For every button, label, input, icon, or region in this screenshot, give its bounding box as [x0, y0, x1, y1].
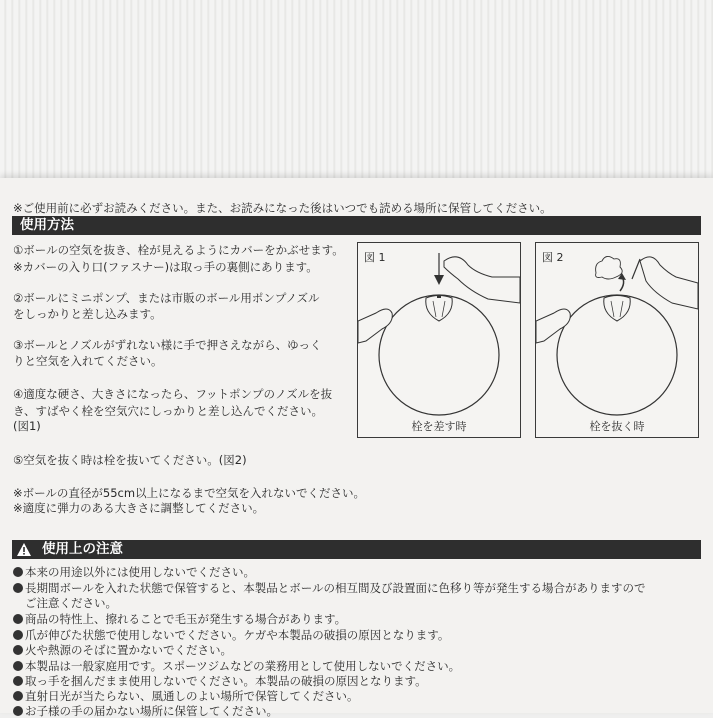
diameter-note: ※ボールの直径が55cm以上になるまで空気を入れないでください。 [13, 486, 366, 500]
caution-item: 火や熱源のそばに置かないでください。 [13, 643, 232, 657]
step4-line3: (図1) [13, 419, 41, 433]
step5-line: ⑤空気を抜く時は栓を抜いてください。(図2) [13, 453, 247, 467]
bullet-icon [13, 645, 23, 655]
intro-note: ※ご使用前に必ずお読みください。また、お読みになった後はいつでも読める場所に保管してください。 [13, 201, 552, 215]
corrugated-background [0, 0, 713, 178]
caution-item: 本来の用途以外には使用しないでください。 [13, 565, 255, 579]
step1-line1: ①ボールの空気を抜き、栓が見えるようにカバーをかぶせます。 [13, 243, 344, 257]
bullet-icon [13, 706, 23, 716]
warning-icon [16, 542, 32, 557]
caution-item: 本製品は一般家庭用です。スポーツジムなどの業務用として使用しないでください。 [13, 659, 460, 673]
figure-2-remove-plug [535, 242, 699, 438]
caution-item: お子様の手の届かない場所に保管してください。 [13, 704, 278, 718]
caution-item: 爪が伸びた状態で使用しないでください。ケガや本製品の破損の原因となります。 [13, 628, 449, 642]
bullet-icon [13, 661, 23, 671]
bullet-icon [13, 614, 23, 624]
cautions-section-header [12, 540, 701, 559]
caution-item: 取っ手を掴んだまま使用しないでください。本製品の破損の原因となります。 [13, 674, 427, 688]
elasticity-note: ※適度に弾力のある大きさに調整してください。 [13, 501, 265, 515]
cautions-section-title: 使用上の注意 [42, 541, 123, 557]
figure-2-label: 図 2 [542, 251, 564, 264]
usage-section-header [12, 216, 701, 235]
step4-line2: き、すばやく栓を空気穴にしっかりと差し込んでください。 [13, 404, 324, 418]
bullet-icon [13, 567, 23, 577]
usage-section-title: 使用方法 [20, 217, 74, 233]
step4-line1: ④適度な硬さ、大きさになったら、フットポンプのノズルを抜 [13, 387, 333, 401]
caution-item: 商品の特性上、擦れることで毛玉が発生する場合があります。 [13, 612, 346, 626]
figure-1-label: 図 1 [364, 251, 386, 264]
figure-1-caption: 栓を差す時 [411, 420, 467, 433]
caution-item-continuation: ご注意ください。 [25, 596, 117, 610]
step1-line2: ※カバーの入り口(ファスナー)は取っ手の裏側にあります。 [13, 260, 318, 274]
step2-line2: をしっかりと差し込みます。 [13, 307, 162, 321]
bullet-icon [13, 630, 23, 640]
figure-2-caption: 栓を抜く時 [589, 420, 645, 433]
figure-2-illustration [536, 243, 698, 437]
step2-line1: ②ボールにミニポンプ、または市販のボール用ポンプノズル [13, 291, 320, 305]
figure-1-illustration [358, 243, 520, 437]
figure-1-insert-plug [357, 242, 521, 438]
bullet-icon [13, 676, 23, 686]
caution-item: 直射日光が当たらない、風通しのよい場所で保管してください。 [13, 689, 359, 703]
caution-item: 長期間ボールを入れた状態で保管すると、本製品とボールの相互間及び設置面に色移り等が発生する場合がありますので [13, 581, 646, 595]
step3-line1: ③ボールとノズルがずれない様に手で押さえながら、ゆっく [13, 338, 322, 352]
bullet-icon [13, 583, 23, 593]
step3-line2: りと空気を入れてください。 [13, 354, 163, 368]
bullet-icon [13, 691, 23, 701]
